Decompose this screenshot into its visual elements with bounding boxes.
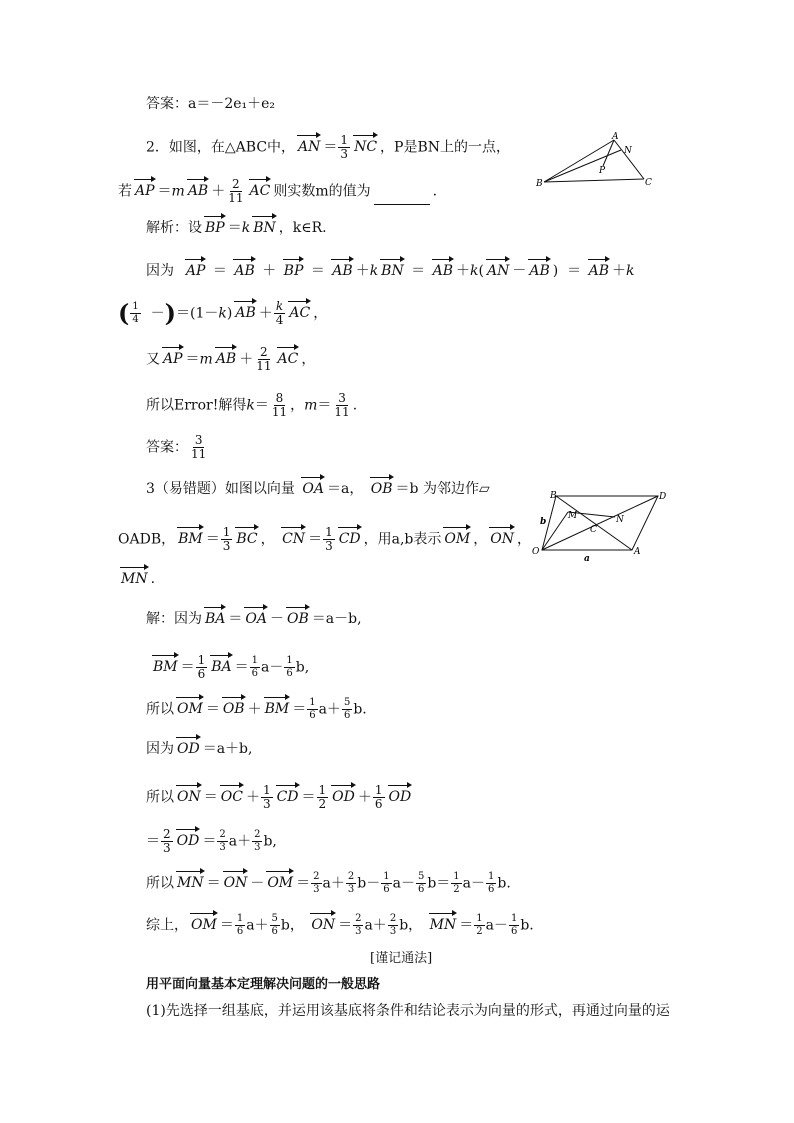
- svg-text:A: A: [612, 132, 619, 142]
- svg-text:B: B: [550, 491, 557, 501]
- svg-text:M: M: [568, 511, 578, 521]
- svg-text:N: N: [616, 515, 624, 525]
- method-title: 用平面向量基本定理解决问题的一般思路: [146, 977, 381, 992]
- solution-2-line-2: 因为 AP ＝ AB ＋ BP ＝ AB ＋k BN ＝ AB ＋k( AN － AB ) ＝ AB ＋k: [146, 263, 635, 279]
- parallelogram-figure: [532, 488, 672, 564]
- solution-2-line-3: ( $\frac{1}{4}$ －)＝(1－k) AB ＋ $\frac{k}{4}$ AC ，: [118, 298, 328, 328]
- svg-text:D: D: [659, 492, 667, 502]
- problem-3-stem-3: MN .: [121, 571, 156, 587]
- answer-blank[interactable]: [374, 192, 430, 205]
- solution-3-line-6: ＝ $\frac{2}{3}$ OD ＝ $\frac{2}{3}$ a＋ $\frac{2}{3}$ b,: [146, 827, 277, 855]
- answer-2: 答案： $\frac{3}{11}$: [146, 433, 207, 461]
- solution-3-line-2: BM ＝ $\frac{1}{6}$ BA ＝ $\frac{1}{6}$ a－ $\frac{1}{6}$ b,: [153, 653, 310, 681]
- svg-text:C: C: [590, 525, 597, 535]
- solution-3-line-7: 所以 MN ＝ ON － OM ＝ $\frac{2}{3}$ a＋ $\frac{2}{3}$ b－ $\frac{1}{6}$ a－ $\frac{5}{6}$ b＝ $\frac{1}{2}$ a－ $\frac{1}{6}$ b.: [146, 871, 511, 895]
- svg-text:b: b: [540, 517, 547, 527]
- triangle-figure: [536, 130, 656, 190]
- svg-text:B: B: [536, 179, 543, 189]
- solution-3-summary: 综上， OM ＝ $\frac{1}{6}$ a＋ $\frac{5}{6}$ b， ON ＝ $\frac{2}{3}$ a＋ $\frac{2}{3}$ b， MN ＝ $\frac{1}{2}$ a－ $\frac{1}{6}$ b.: [146, 913, 534, 937]
- svg-text:C: C: [645, 178, 652, 188]
- problem-3-stem-2: OADB， BM ＝ $\frac{1}{3}$ BC ， CN ＝ $\frac{1}{3}$ CD ，用a,b表示 OM ， ON ，: [118, 525, 531, 553]
- problem-3-stem: 3（易错题）如图以向量 OA ＝a， OB ＝b 为邻边作▱: [146, 481, 490, 497]
- solution-3-line-1: 解：因为 BA ＝ OA － OB ＝a－b,: [146, 611, 362, 627]
- solution-2-line-5: 所以Error!解得k＝ $\frac{8}{11}$ ，m＝ $\frac{3}{11}$ .: [146, 391, 358, 419]
- solution-2-line-4: 又 AP ＝m AB ＋ $\frac{2}{11}$ AC ，: [146, 345, 316, 373]
- svg-text:N: N: [624, 146, 632, 156]
- svg-text:a: a: [584, 554, 590, 564]
- solution-3-line-4: 因为 OD ＝a＋b,: [146, 741, 253, 757]
- svg-text:O: O: [532, 547, 540, 557]
- svg-text:P: P: [599, 166, 606, 176]
- svg-text:A: A: [634, 547, 641, 557]
- solution-3-line-3: 所以 OM ＝ OB ＋ BM ＝ $\frac{1}{6}$ a＋ $\frac{5}{6}$ b.: [146, 697, 367, 721]
- solution-3-line-5: 所以 ON ＝ OC ＋ $\frac{1}{3}$ CD ＝ $\frac{1}{2}$ OD ＋ $\frac{1}{6}$ OD: [146, 783, 412, 811]
- problem-2-stem: 2．如图，在△ABC中， AN ＝ $\frac{1}{3}$ NC ，P是BN上的一点，: [146, 133, 510, 161]
- solution-2-line-1: 解析：设 BP ＝k BN ，k∈R.: [146, 220, 327, 236]
- problem-2-stem-2: 若 AP ＝m AB ＋ $\frac{2}{11}$ AC 则实数m的值为 .: [118, 177, 438, 205]
- method-point-1: (1)先选择一组基底，并运用该基底将条件和结论表示为向量的形式，再通过向量的运: [146, 1003, 670, 1019]
- answer-1: 答案：a＝－2e₁＋e₂: [146, 96, 276, 112]
- method-header: [谨记通法]: [370, 951, 433, 966]
